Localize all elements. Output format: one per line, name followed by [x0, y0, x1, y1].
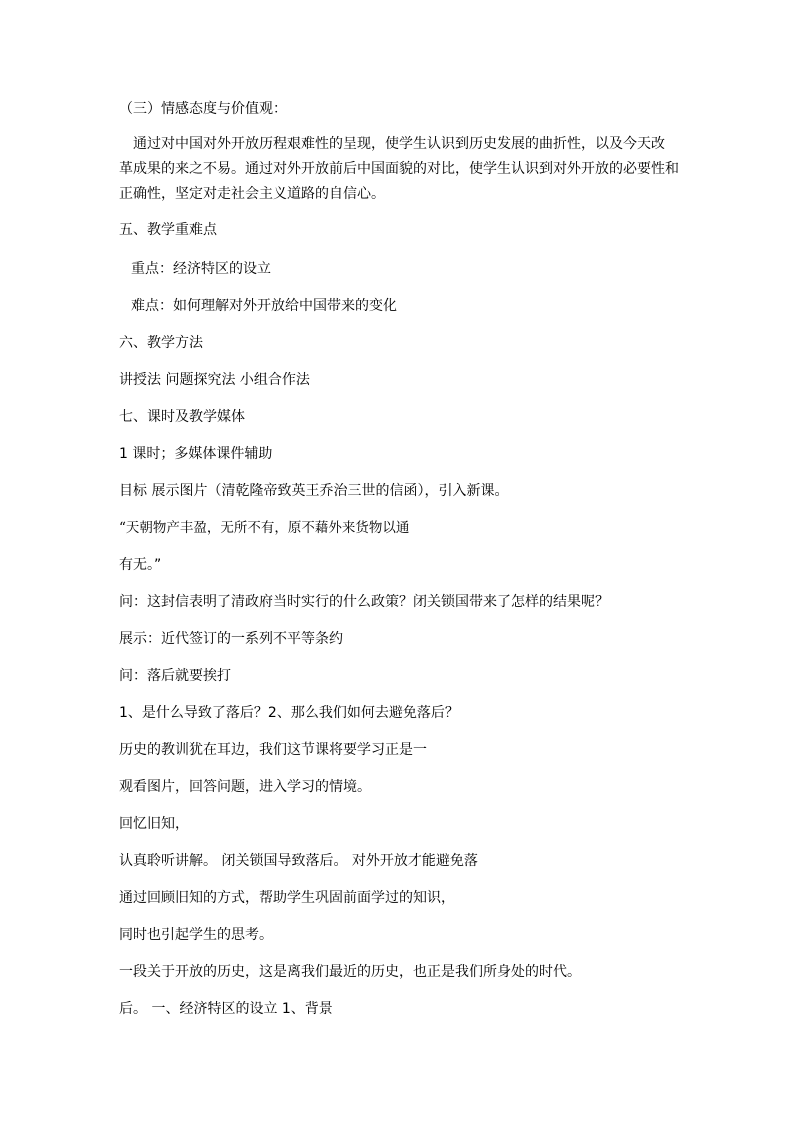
question-line: 问：落后就要挨打 [119, 668, 231, 684]
class-hours-text: 1 课时；多媒体课件辅助 [119, 446, 273, 462]
goal-line: 目标 展示图片（清乾隆帝致英王乔治三世的信函），引入新课。 [119, 483, 509, 499]
question-list-line: 1、是什么导致了落后？2、那么我们如何去避免落后？ [119, 705, 459, 721]
paragraph-line: 通过对中国对外开放历程艰难性的呈现，使学生认识到历史发展的曲折性，以及今天改 [133, 136, 665, 152]
paragraph-line: 正确性，坚定对走社会主义道路的自信心。 [119, 186, 385, 202]
teaching-methods-text: 讲授法 问题探究法 小组合作法 [119, 372, 310, 388]
question-line: 问：这封信表明了清政府当时实行的什么政策？闭关锁国带来了怎样的结果呢？ [119, 594, 609, 610]
section-heading-key-points: 五、教学重难点 [119, 222, 217, 238]
quote-line: “天朝物产丰盈，无所不有，原不藉外来货物以通 [119, 520, 410, 536]
paragraph-line: 回忆旧知， [119, 816, 189, 832]
paragraph-line: 同时也引起学生的思考。 [119, 927, 273, 943]
difficult-point-line: 难点：如何理解对外开放给中国带来的变化 [131, 298, 397, 314]
paragraph-line: 一段关于开放的历史，这是离我们最近的历史，也正是我们所身处的时代。 [119, 964, 581, 980]
paragraph-line: 后。 一、经济特区的设立 1、背景 [119, 1001, 333, 1017]
paragraph-line: 观看图片，回答问题，进入学习的情境。 [119, 779, 371, 795]
section-heading-teaching-methods: 六、教学方法 [119, 335, 203, 351]
key-point-line: 重点：经济特区的设立 [131, 261, 271, 277]
paragraph-line: 革成果的来之不易。通过对外开放前后中国面貌的对比，使学生认识到对外开放的必要性和 [119, 161, 679, 177]
display-line: 展示：近代签订的一系列不平等条约 [119, 631, 343, 647]
section-heading-class-hours-media: 七、课时及教学媒体 [119, 409, 245, 425]
paragraph-line: 历史的教训犹在耳边，我们这节课将要学习正是一 [119, 742, 427, 758]
section-heading-emotional-values: （三）情感态度与价值观： [119, 101, 287, 117]
paragraph-line: 通过回顾旧知的方式，帮助学生巩固前面学过的知识， [119, 890, 455, 906]
paragraph-line: 认真聆听讲解。 闭关锁国导致落后。 对外开放才能避免落 [119, 853, 478, 869]
quote-line-end: 有无。” [119, 557, 162, 573]
